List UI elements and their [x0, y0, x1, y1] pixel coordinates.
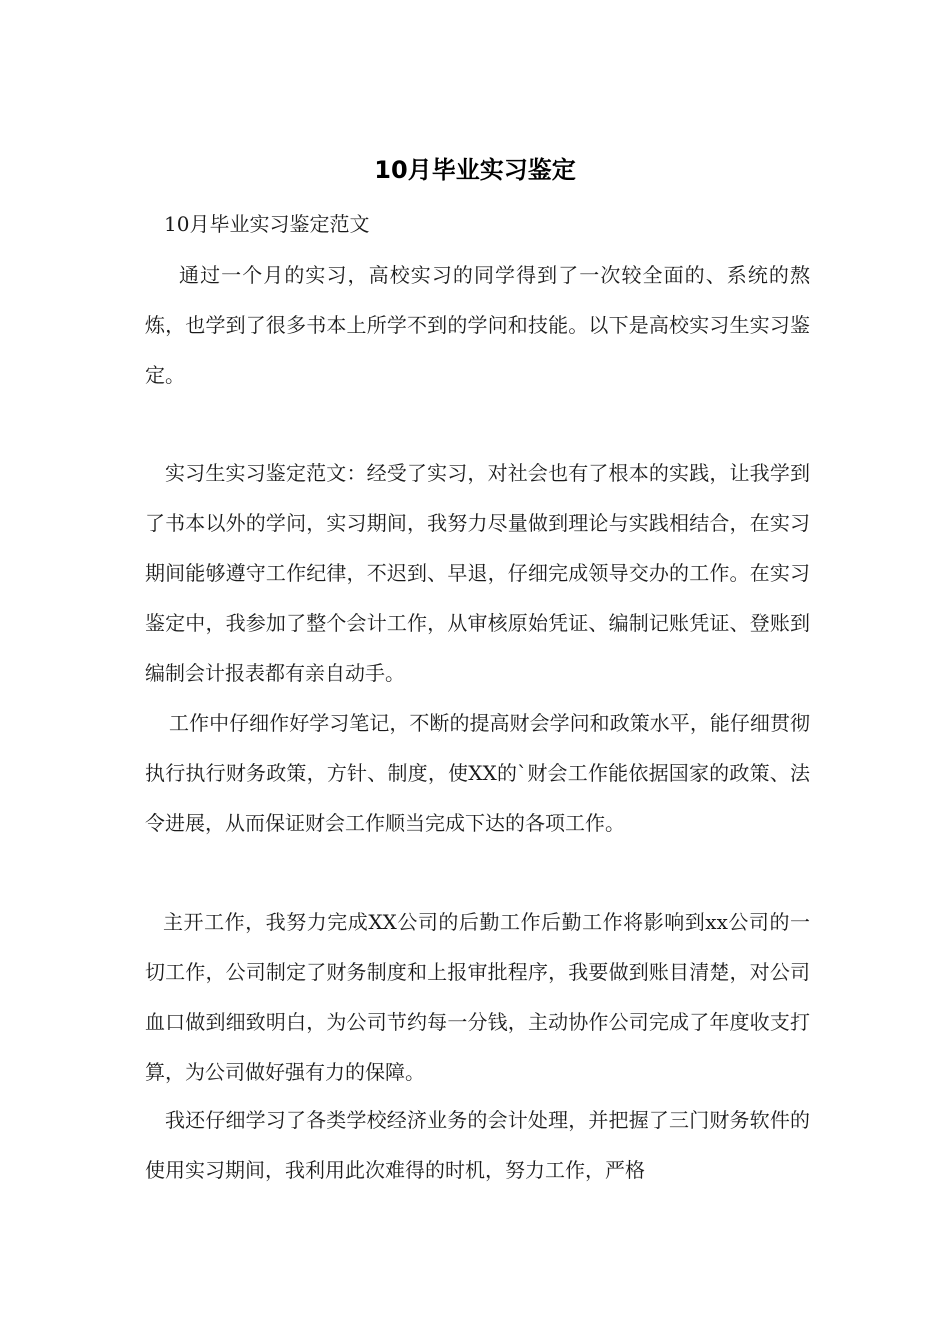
paragraph-logistics: 主开工作，我努力完成XX公司的后勤工作后勤工作将影响到xx公司的一切工作，公司制定了财务制度和上报审批程序，我要做到账目清楚，对公司血口做到细致明白，为公司节约每一分钱，主动协作公司完成了年度收支打算，为公司做好强有力的保障。 [145, 910, 810, 1084]
paragraph-software: 我还仔细学习了各类学校经济业务的会计处理，并把握了三门财务软件的使用实习期间，我利用此次难得的时机，努力工作，严格 [145, 1108, 810, 1182]
paragraph-practice: 实习生实习鉴定范文：经受了实习，对社会也有了根本的实践，让我学到了书本以外的学问，实习期间，我努力尽量做到理论与实践相结合，在实习期间能够遵守工作纪律，不迟到、早退，仔细完成领导交办的工作。在实习鉴定中，我参加了整个会计工作，从审核原始凭证、编制记账凭证、登账到编制会计报表都有亲自动手。 [145, 461, 810, 685]
document-subtitle: 10月毕业实习鉴定范文 [164, 212, 370, 236]
document-title: 10月毕业实习鉴定 [374, 156, 576, 184]
paragraph-notes: 工作中仔细作好学习笔记，不断的提高财会学问和政策水平，能仔细贯彻执行执行财务政策，方针、制度，使XX的`财会工作能依据国家的政策、法令进展，从而保证财会工作顺当完成下达的各项工作。 [145, 711, 810, 835]
paragraph-intro: 通过一个月的实习，高校实习的同学得到了一次较全面的、系统的熬炼，也学到了很多书本上所学不到的学问和技能。以下是高校实习生实习鉴定。 [145, 263, 810, 387]
